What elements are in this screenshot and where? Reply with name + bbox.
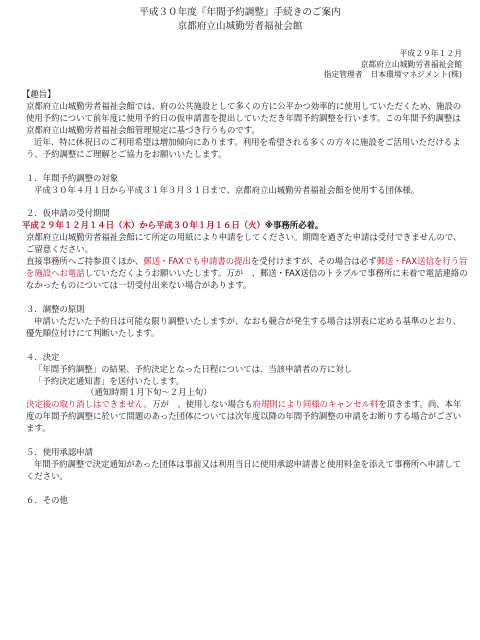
purpose-heading: 【趣旨】 bbox=[22, 89, 56, 100]
s2-red-phone-notice: 郵送・FAX送信を行う旨を施設へお電話 bbox=[26, 256, 468, 279]
section-4-body bbox=[26, 364, 468, 436]
application-period bbox=[12, 220, 468, 232]
purpose-section bbox=[26, 101, 468, 161]
issuer-block bbox=[12, 49, 468, 81]
section-1-body: 平成３０年４月１日から平成３１年３月３１日まで、京都府立山城勤労者福祉会館を使用する団体様。 bbox=[34, 184, 420, 195]
section-1-title: １．年間予約調整の対象 bbox=[26, 172, 119, 183]
section-2-title: ２．仮申請の受付期間 bbox=[26, 208, 110, 219]
section-4-line-2: 「予約決定通知書」を送付いたします。 bbox=[34, 375, 185, 386]
section-5-body: 年間予約調整で決定通知があった団体は事前又は利用当日に使用承認申請書と使用料金を添えて事務所へ申請してください。 bbox=[26, 459, 462, 481]
purpose-paragraph-1: 京都府立山城勤労者福祉会館では、府の公共施設として多くの方に公平かつ効率的に使用していただくため、施設の使用予約について前年度に使用予約日の仮申請書を提出していただき年間予約調整を行います。この年間予約調整は京都府立山城勤労者福祉会館管理規定に基づき行うものです。 bbox=[26, 100, 462, 135]
s2-red-mail-fax: 郵送・FAXでも申請書の提出 bbox=[143, 256, 251, 267]
section-5-title: ５．使用承認申請 bbox=[26, 447, 93, 458]
section-6-title: ６．その他 bbox=[26, 494, 68, 505]
s2-text-a: 直接事務所へご持参頂くほか、 bbox=[26, 256, 144, 267]
s2-text-e: していただくようお願いいたします。万が 、郵送・FAX送信のトラブルで事務所に未着で電話連絡のなかったものについては一切受付出来ない場合があります。 bbox=[26, 268, 468, 290]
issue-date: 平成２９年１２月 bbox=[399, 48, 462, 58]
s2-text-c: を受付けますが、その場合は必ず bbox=[250, 256, 377, 267]
section-3-title: ３．調整の原則 bbox=[26, 303, 85, 314]
page-subtitle: 京都府立山城勤労者福祉会館 bbox=[177, 20, 303, 32]
s4-red-cancel-fee: 府規則により同様のキャンセル料 bbox=[252, 399, 379, 410]
page-title: 平成３０年度『年間予約調整』手続きのご案内 bbox=[139, 7, 341, 18]
s4-red-no-cancel: 決定後の取り消しはできません。 bbox=[26, 399, 153, 410]
issuer-manager: 指定管理者 日本環境マネジメント(株) bbox=[323, 70, 462, 80]
section-4-title: ４．決定 bbox=[26, 351, 60, 362]
section-2-body bbox=[26, 232, 468, 292]
section-2-paragraph-1: 京都府立山城勤労者福祉会館にて所定の用紙により申請をしてください。期間を過ぎた申請は受付できませんので、ご留意ください。 bbox=[26, 232, 462, 255]
section-2-paragraph-2 bbox=[26, 256, 468, 292]
issuer-org: 京都府立山城勤労者福祉会館 bbox=[360, 59, 462, 69]
s4-text-end: を頂きます。尚、本年度の年間予約調整に於いて問題のあった団体については次年度以降の年間予約調整の申請をお断りする場合がございます。 bbox=[26, 399, 462, 434]
application-period-dates: 平成２９年１２月１４日（木）から平成３０年１月１６日（火） bbox=[22, 220, 265, 231]
purpose-paragraph-2: 近年、特に休祝日のご利用希望は増加傾向にあります。利用を希望される多くの方々に施設をご活用いただけるよう、予約調整にご理解とご協力をお願いいたします。 bbox=[26, 136, 461, 159]
section-3-body: 申請いただいた予約日は可能な限り調整いたしますが、なおも競合が発生する場合は別表に定める基準のとおり、優先順位付けにて判断いたします。 bbox=[26, 315, 462, 338]
section-4-line-1: 「年間予約調整」の結果、予約決定となった日程については、当該申請者の方に対し bbox=[34, 363, 353, 374]
notification-timing: （通知時期１月下旬～２月上旬） bbox=[86, 387, 212, 398]
s4-text-mid: 万が 、使用しない場合も bbox=[152, 399, 253, 410]
section-4-cancel-policy bbox=[26, 399, 468, 435]
application-period-note: ※事務所必着。 bbox=[264, 220, 324, 231]
